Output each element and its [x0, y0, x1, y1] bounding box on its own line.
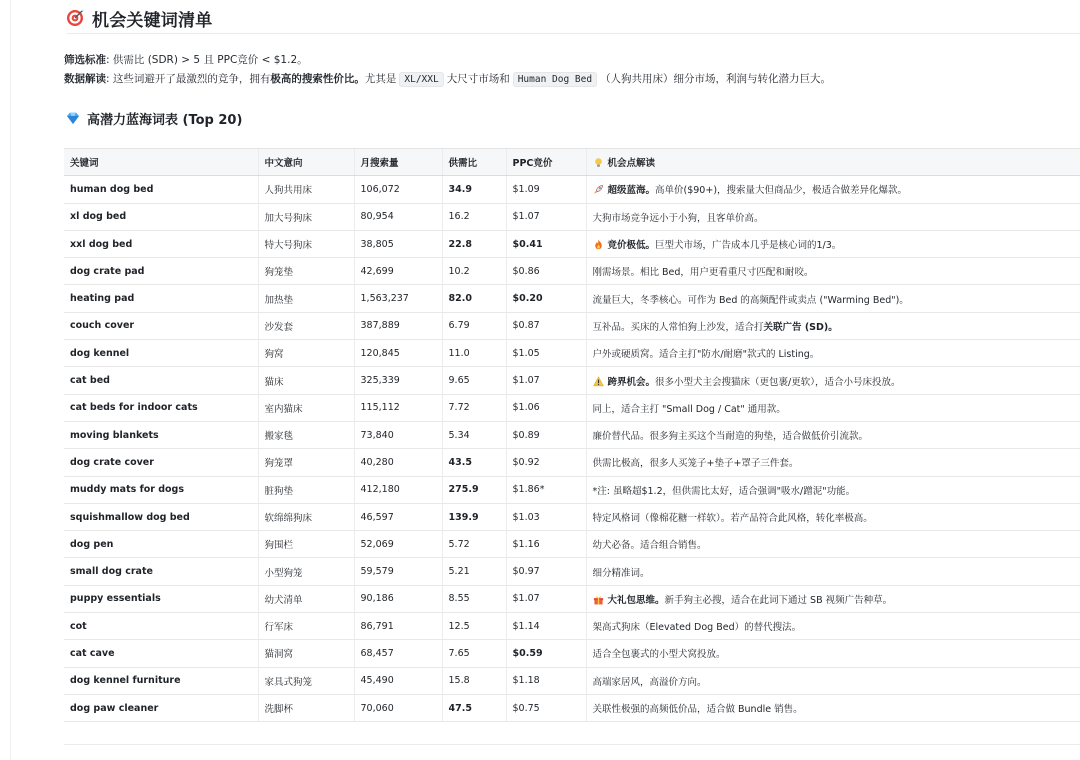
cell-intent: 狗窝 [258, 340, 354, 367]
insight-text: 巨型犬市场，广告成本几乎是核心词的1/3。 [655, 240, 842, 252]
table-row [64, 640, 1080, 667]
cell-intent: 行军床 [258, 613, 354, 640]
cell-keyword: cat bed [64, 367, 258, 394]
cell-intent: 脏狗垫 [258, 476, 354, 503]
header-insight [586, 149, 1080, 176]
cell-volume: 52,069 [354, 531, 442, 558]
header-volume: 月搜索量 [354, 149, 442, 176]
cell-intent: 加热垫 [258, 285, 354, 312]
cell-keyword: human dog bed [64, 176, 258, 203]
cell-ppc: $1.03 [506, 503, 586, 530]
cell-intent: 家具式狗笼 [258, 667, 354, 694]
table-header-row [64, 149, 1080, 176]
cell-ppc: $1.16 [506, 531, 586, 558]
table-body [64, 176, 1080, 722]
cell-volume: 73,840 [354, 421, 442, 448]
gift-icon [593, 594, 604, 605]
interpretation-emphasis: 极高的搜索性价比。 [270, 73, 365, 85]
inline-code: XL/XXL [399, 72, 443, 87]
cell-keyword: muddy mats for dogs [64, 476, 258, 503]
insight-text: 高单价($90+)，搜索量大但商品少，极适合做差异化爆款。 [655, 185, 908, 197]
cell-insight [586, 585, 1080, 612]
insight-text: 特定风格词（像棉花糖一样软）。若产品符合此风格，转化率极高。 [592, 513, 873, 524]
cell-volume: 325,339 [354, 367, 442, 394]
interpretation-line [64, 72, 831, 87]
inline-code: Human Dog Bed [513, 72, 597, 87]
cell-ppc: $1.18 [506, 667, 586, 694]
interpretation-text: 大尺寸市场和 [446, 73, 510, 85]
cell-intent: 搬家毯 [258, 421, 354, 448]
cell-insight [586, 285, 1080, 312]
table-row [64, 503, 1080, 530]
cell-volume: 46,597 [354, 503, 442, 530]
cell-ppc: $0.92 [506, 449, 586, 476]
insight-text: 大狗市场竞争远小于小狗，且客单价高。 [592, 212, 764, 224]
cell-insight [586, 640, 1080, 667]
interpretation-text: 尤其是 [364, 73, 397, 85]
lightbulb-icon [593, 157, 604, 168]
cell-sdr: 5.34 [442, 421, 506, 448]
heading-divider [66, 33, 1080, 34]
cell-insight [586, 421, 1080, 448]
insight-text: 适合全包裹式的小型犬窝投放。 [592, 649, 726, 661]
cell-insight [586, 230, 1080, 257]
cell-ppc: $1.07 [506, 585, 586, 612]
cell-keyword: moving blankets [64, 421, 258, 448]
cell-volume: 80,954 [354, 203, 442, 230]
insight-emphasis: 大礼包思维。 [607, 594, 665, 606]
cell-intent: 狗围栏 [258, 531, 354, 558]
table-row [64, 312, 1080, 339]
cell-ppc: $0.75 [506, 694, 586, 721]
cell-ppc: $0.41 [506, 230, 586, 257]
table-row [64, 531, 1080, 558]
insight-text: 高端家居风，高溢价方向。 [592, 676, 707, 688]
criteria-line [64, 53, 308, 67]
cell-volume: 412,180 [354, 476, 442, 503]
cell-volume: 40,280 [354, 449, 442, 476]
section-title: 高潜力蓝海词表 (Top 20) [87, 112, 243, 128]
cell-sdr: 6.79 [442, 312, 506, 339]
cell-sdr: 12.5 [442, 613, 506, 640]
cell-volume: 106,072 [354, 176, 442, 203]
insight-text: 刚需场景。相比 Bed，用户更看重尺寸匹配和耐咬。 [592, 267, 814, 279]
insight-text: 幼犬必备。适合组合销售。 [592, 540, 707, 552]
cell-intent: 加大号狗床 [258, 203, 354, 230]
interpretation-label: 数据解读 [64, 73, 106, 85]
keyword-table [64, 148, 1080, 722]
cell-volume: 68,457 [354, 640, 442, 667]
insight-text: 关联性极强的高频低价品，适合做 Bundle 销售。 [592, 704, 803, 716]
cell-insight [586, 531, 1080, 558]
cell-insight [586, 667, 1080, 694]
cell-ppc: $0.87 [506, 312, 586, 339]
cell-insight [586, 558, 1080, 585]
page-heading [66, 6, 212, 30]
cell-sdr: 22.8 [442, 230, 506, 257]
insight-text: 互补品。买床的人常怕狗上沙发，适合打 [592, 321, 764, 333]
insight-emphasis: 超级蓝海。 [607, 185, 656, 197]
cell-insight [586, 449, 1080, 476]
insight-emphasis: 跨界机会。 [607, 376, 656, 388]
insight-text: 新手狗主必搜，适合在此词下通过 SB 视频广告种草。 [664, 594, 893, 606]
table-row [64, 203, 1080, 230]
cell-volume: 42,699 [354, 258, 442, 285]
cell-intent: 软绵绵狗床 [258, 503, 354, 530]
cell-intent: 特大号狗床 [258, 230, 354, 257]
cell-intent: 猫床 [258, 367, 354, 394]
cell-sdr: 5.72 [442, 531, 506, 558]
table-row [64, 476, 1080, 503]
warning-icon [593, 376, 604, 387]
table-row [64, 258, 1080, 285]
cell-ppc: $1.14 [506, 613, 586, 640]
cell-keyword: xl dog bed [64, 203, 258, 230]
cell-intent: 洗脚杯 [258, 694, 354, 721]
cell-sdr: 43.5 [442, 449, 506, 476]
insight-text: 户外或硬质窝。适合主打"防水/耐磨"款式的 Listing。 [592, 349, 820, 361]
cell-insight [586, 503, 1080, 530]
cell-ppc: $0.86 [506, 258, 586, 285]
cell-intent: 沙发套 [258, 312, 354, 339]
cell-volume: 1,563,237 [354, 285, 442, 312]
cell-sdr: 34.9 [442, 176, 506, 203]
table-row [64, 449, 1080, 476]
cell-intent: 猫洞窝 [258, 640, 354, 667]
cell-sdr: 15.8 [442, 667, 506, 694]
cell-keyword: dog crate cover [64, 449, 258, 476]
cell-sdr: 16.2 [442, 203, 506, 230]
cell-volume: 387,889 [354, 312, 442, 339]
cell-volume: 70,060 [354, 694, 442, 721]
table-row [64, 613, 1080, 640]
cell-volume: 45,490 [354, 667, 442, 694]
rocket-icon [593, 184, 604, 195]
cell-ppc: $1.09 [506, 176, 586, 203]
cell-ppc: $1.07 [506, 203, 586, 230]
cell-keyword: puppy essentials [64, 585, 258, 612]
cell-insight [586, 694, 1080, 721]
table-row [64, 558, 1080, 585]
cell-ppc: $0.59 [506, 640, 586, 667]
cell-keyword: dog pen [64, 531, 258, 558]
cell-keyword: xxl dog bed [64, 230, 258, 257]
cell-sdr: 275.9 [442, 476, 506, 503]
table-row [64, 585, 1080, 612]
cell-intent: 人狗共用床 [258, 176, 354, 203]
cell-sdr: 7.72 [442, 394, 506, 421]
table-row [64, 176, 1080, 203]
gutter-divider [10, 0, 11, 760]
table-row [64, 421, 1080, 448]
cell-insight [586, 312, 1080, 339]
insight-text: *注: 虽略超$1.2，但供需比太好，适合强调"吸水/蹭泥"功能。 [592, 485, 856, 497]
cell-keyword: squishmallow dog bed [64, 503, 258, 530]
interpretation-text: : 这些词避开了最激烈的竞争，拥有 [106, 73, 271, 85]
cell-sdr: 7.65 [442, 640, 506, 667]
footer-divider [64, 744, 1080, 745]
table-row [64, 285, 1080, 312]
cell-insight [586, 476, 1080, 503]
cell-ppc: $0.89 [506, 421, 586, 448]
insight-text: 廉价替代品。很多狗主买这个当耐造的狗垫，适合做低价引流款。 [592, 431, 869, 443]
table-row [64, 367, 1080, 394]
cell-insight [586, 258, 1080, 285]
header-insight-label: 机会点解读 [607, 158, 656, 170]
insight-text: 很多小型犬主会搜猫床（更包裹/更软），适合小号床投放。 [655, 376, 901, 388]
cell-ppc: $1.86* [506, 476, 586, 503]
insight-text: 供需比极高，很多人买笼子+垫子+罩子三件套。 [592, 458, 799, 470]
cell-volume: 38,805 [354, 230, 442, 257]
cell-insight [586, 613, 1080, 640]
cell-keyword: cat cave [64, 640, 258, 667]
cell-keyword: dog crate pad [64, 258, 258, 285]
header-ppc: PPC竞价 [506, 149, 586, 176]
cell-intent: 幼犬清单 [258, 585, 354, 612]
cell-volume: 86,791 [354, 613, 442, 640]
cell-keyword: dog kennel [64, 340, 258, 367]
cell-insight [586, 176, 1080, 203]
table-row [64, 694, 1080, 721]
cell-keyword: dog paw cleaner [64, 694, 258, 721]
cell-ppc: $1.06 [506, 394, 586, 421]
table-row [64, 667, 1080, 694]
cell-sdr: 5.21 [442, 558, 506, 585]
cell-sdr: 9.65 [442, 367, 506, 394]
cell-intent: 狗笼罩 [258, 449, 354, 476]
insight-text: 流量巨大，冬季核心。可作为 Bed 的高频配件或卖点 ("Warming Bed")。 [592, 294, 909, 306]
cell-ppc: $0.97 [506, 558, 586, 585]
table-row [64, 340, 1080, 367]
table-row [64, 230, 1080, 257]
header-keyword: 关键词 [64, 149, 258, 176]
cell-sdr: 11.0 [442, 340, 506, 367]
cell-volume: 59,579 [354, 558, 442, 585]
cell-sdr: 47.5 [442, 694, 506, 721]
fire-icon [593, 239, 604, 250]
section-heading [66, 108, 242, 128]
cell-insight [586, 203, 1080, 230]
cell-sdr: 10.2 [442, 258, 506, 285]
cell-intent: 小型狗笼 [258, 558, 354, 585]
cell-insight [586, 367, 1080, 394]
insight-text: 同上，适合主打 "Small Dog / Cat" 通用款。 [592, 403, 786, 415]
diamond-icon [66, 111, 80, 125]
criteria-text: : 供需比 (SDR) > 5 且 PPC竞价 < $1.2。 [106, 54, 308, 66]
cell-sdr: 82.0 [442, 285, 506, 312]
insight-emphasis: 关联广告 (SD)。 [763, 321, 838, 333]
header-sdr: 供需比 [442, 149, 506, 176]
cell-intent: 狗笼垫 [258, 258, 354, 285]
cell-insight [586, 394, 1080, 421]
interpretation-text: （人狗共用床）细分市场，利润与转化潜力巨大。 [600, 73, 832, 85]
page-title: 机会关键词清单 [92, 10, 213, 31]
cell-keyword: dog kennel furniture [64, 667, 258, 694]
cell-volume: 120,845 [354, 340, 442, 367]
cell-keyword: heating pad [64, 285, 258, 312]
cell-volume: 115,112 [354, 394, 442, 421]
cell-volume: 90,186 [354, 585, 442, 612]
insight-text: 细分精准词。 [592, 567, 650, 579]
insight-emphasis: 竞价极低。 [607, 240, 656, 252]
header-intent: 中文意向 [258, 149, 354, 176]
insight-text: 架高式狗床（Elevated Dog Bed）的替代搜法。 [592, 622, 802, 634]
cell-intent: 室内猫床 [258, 394, 354, 421]
table-row [64, 394, 1080, 421]
criteria-label: 筛选标准 [64, 54, 106, 66]
cell-keyword: cot [64, 613, 258, 640]
cell-keyword: small dog crate [64, 558, 258, 585]
cell-ppc: $1.05 [506, 340, 586, 367]
cell-sdr: 139.9 [442, 503, 506, 530]
cell-ppc: $1.07 [506, 367, 586, 394]
cell-sdr: 8.55 [442, 585, 506, 612]
cell-keyword: couch cover [64, 312, 258, 339]
cell-insight [586, 340, 1080, 367]
cell-ppc: $0.20 [506, 285, 586, 312]
cell-keyword: cat beds for indoor cats [64, 394, 258, 421]
target-icon [66, 9, 84, 27]
